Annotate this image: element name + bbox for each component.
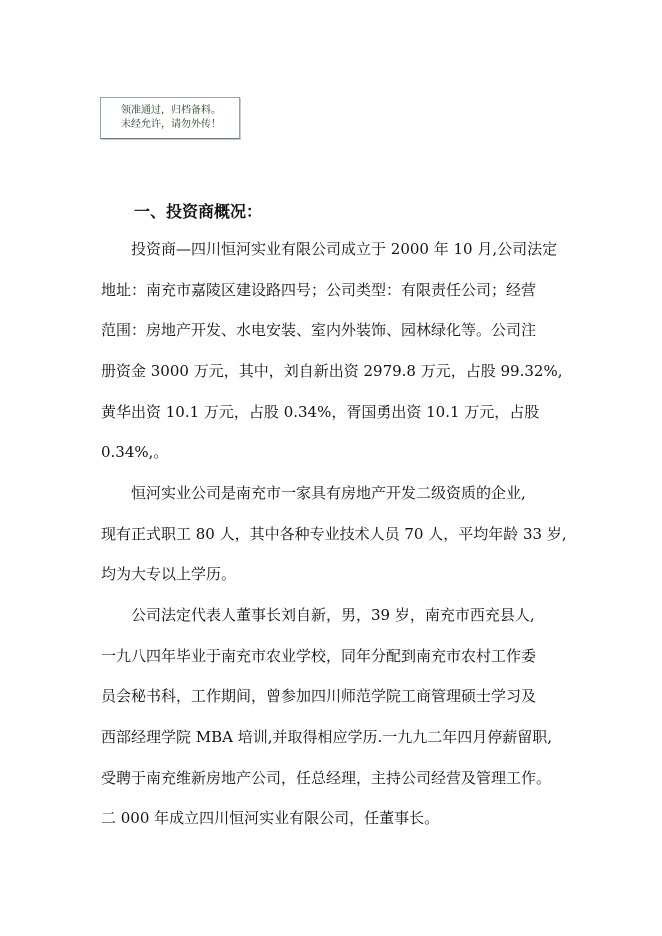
- paragraph-3-line-4: 西部经理学院 MBA 培训,并取得相应学历.一九九二年四月停薪留职,: [101, 728, 553, 746]
- paragraph-1-line-1: 投资商—四川恒河实业有限公司成立于 2000 年 10 月,公司法定: [101, 240, 558, 258]
- paragraph-3-line-3: 员会秘书科，工作期间，曾参加四川师范学院工商管理硕士学习及: [101, 687, 537, 705]
- paragraph-3-line-6: 二 000 年成立四川恒河实业有限公司，任董事长。: [101, 809, 440, 827]
- paragraph-1-line-4: 册资金 3000 万元，其中，刘自新出资 2979.8 万元，占股 99.32%,: [101, 362, 563, 380]
- paragraph-1-line-6: 0.34%,。: [101, 443, 169, 461]
- paragraph-2-line-2: 现有正式职工 80 人，其中各种专业技术人员 70 人，平均年龄 33 岁,: [101, 525, 567, 543]
- paragraph-2-line-1: 恒河实业公司是南充市一家具有房地产开发二级资质的企业,: [101, 484, 526, 502]
- notice-line-2: 未经允许，请勿外传！: [121, 119, 221, 130]
- paragraph-1-line-2: 地址：南充市嘉陵区建设路四号；公司类型：有限责任公司；经营: [101, 281, 537, 299]
- section-heading: 一、投资商概况：: [134, 202, 263, 221]
- approval-notice-box: [100, 97, 240, 139]
- paragraph-3-line-1: 公司法定代表人董事长刘自新，男，39 岁，南充市西充县人,: [101, 606, 535, 624]
- notice-line-1: 领准通过，归档备料。: [121, 105, 221, 116]
- paragraph-1-line-5: 黄华出资 10.1 万元，占股 0.34%，胥国勇出资 10.1 万元，占股: [101, 403, 540, 421]
- paragraph-3-line-2: 一九八四年毕业于南充市农业学校，同年分配到南充市农村工作委: [101, 647, 537, 665]
- paragraph-2-line-3: 均为大专以上学历。: [101, 565, 237, 583]
- paragraph-3-line-5: 受聘于南充维新房地产公司，任总经理，主持公司经营及管理工作。: [101, 769, 552, 787]
- paragraph-1-line-3: 范围：房地产开发、水电安装、室内外装饰、园林绿化等。公司注: [101, 321, 537, 339]
